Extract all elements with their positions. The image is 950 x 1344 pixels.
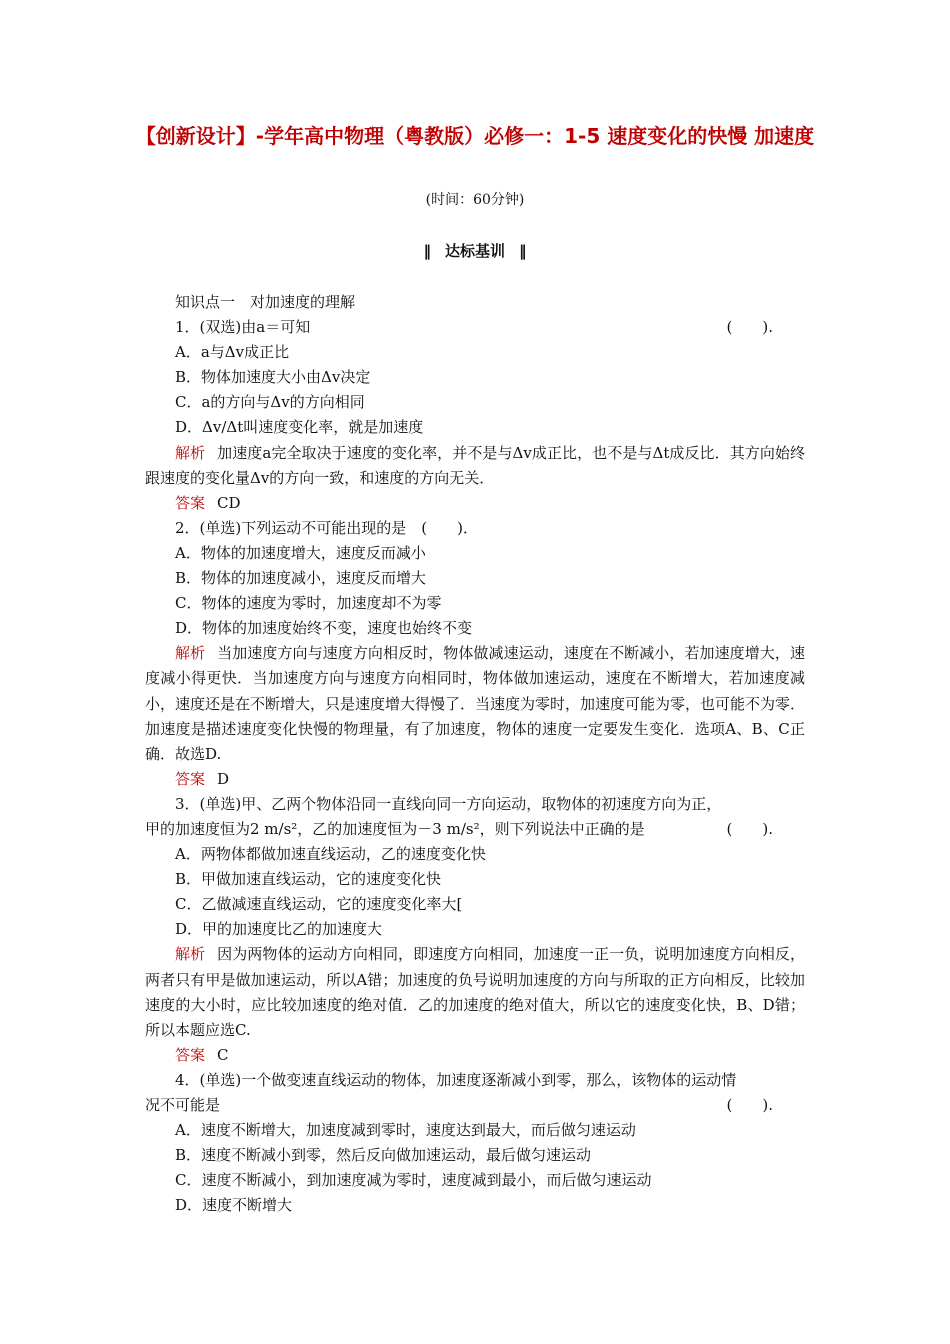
answer-value: CD [217,493,241,512]
question-4-option-c: C．速度不断减小，到加速度减为零时，速度减到最小，而后做匀速运动 [175,1171,652,1190]
question-4-text: 况不可能是 [145,1096,221,1114]
time-limit: (时间：60分钟) [425,192,525,208]
answer-value: C [217,1045,229,1064]
question-4-stem-line-2 [145,1093,805,1118]
analysis-label: 解析 [175,644,206,663]
section-heading [0,240,950,261]
question-4-option-a: A．速度不断增大，加速度减到零时，速度达到最大，而后做匀速运动 [175,1121,636,1140]
question-3-option-b: B．甲做加速直线运动，它的速度变化快 [175,870,442,889]
section-title: 达标基训 [444,242,505,260]
section-bar-left: ‖ [423,242,431,260]
question-1-option-c: C．a的方向与Δv的方向相同 [175,393,365,412]
question-3-answer [145,1043,805,1068]
question-3-option-a: A．两物体都做加速直线运动，乙的速度变化快 [175,845,486,864]
analysis-text: 加速度a完全取决于速度的变化率，并不是与Δv成正比，也不是与Δt成反比．其方向始终跟速度的变化量Δv的方向一致，和速度的方向无关． [145,443,805,487]
question-3-stem-line-1: 3．(单选)甲、乙两个物体沿同一直线向同一方向运动，取物体的初速度方向为正， [175,794,722,813]
answer-label: 答案 [175,769,206,788]
question-3-text: 甲的加速度恒为2 m/s²，乙的加速度恒为－3 m/s²，则下列说法中正确的是 [145,819,645,838]
question-2-answer [145,767,805,792]
page-title: 【创新设计】-学年高中物理（粤教版）必修一：1-5 速度变化的快慢 加速度 [135,124,815,148]
question-1-stem [145,315,805,340]
analysis-label: 解析 [175,443,206,462]
answer-blank: ( ). [726,318,773,337]
question-2-option-a: A．物体的加速度增大，速度反而减小 [175,543,426,562]
question-3-option-c: C．乙做减速直线运动，它的速度变化率大[ [175,895,463,914]
question-1-text: 1．(双选)由a＝可知 [175,318,311,337]
question-1-option-a: A．a与Δv成正比 [175,343,290,362]
question-2-analysis [145,641,805,766]
answer-value: D [217,769,230,788]
analysis-text: 当加速度方向与速度方向相反时，物体做减速运动，速度在不断减小，若加速度增大，速度减小得更快．当加速度方向与速度方向相同时，物体做加速运动，速度在不断增大，若加速度减小，速度还是在不断增大，只是速度增大得慢了．当速度为零时，加速度可能为零，也可能不为零．加速度是描述速度变化快慢的物理量，有了加速度，物体的速度一定要发生变化．选项A、B、C正确．故选D. [145,644,806,763]
document-body [145,290,805,1218]
section-bar-right: ‖ [519,242,527,260]
knowledge-point: 知识点一 对加速度的理解 [175,293,356,311]
question-2-option-d: D．物体的加速度始终不变，速度也始终不变 [175,619,473,638]
question-3-option-d: D．甲的加速度比乙的加速度大 [175,920,383,939]
question-3-analysis [145,942,805,1042]
question-1-option-d: D．Δv/Δt叫速度变化率，就是加速度 [175,418,424,437]
question-2-stem: 2．(单选)下列运动不可能出现的是 ( )． [175,518,478,537]
question-3-stem-line-2 [145,817,805,842]
question-1-option-b: B．物体加速度大小由Δv决定 [175,368,371,387]
question-1-analysis [145,441,805,491]
question-4-option-d: D．速度不断增大 [175,1196,293,1215]
answer-blank: ( ). [726,1096,773,1114]
question-4-stem-line-1: 4．(单选)一个做变速直线运动的物体，加速度逐渐减小到零，那么，该物体的运动情 [175,1070,737,1089]
question-4-option-b: B．速度不断减小到零，然后反向做加速运动，最后做匀速运动 [175,1146,592,1165]
question-2-option-b: B．物体的加速度减小，速度反而增大 [175,569,427,588]
analysis-label: 解析 [175,945,206,964]
answer-label: 答案 [175,1045,206,1064]
question-2-option-c: C．物体的速度为零时，加速度却不为零 [175,594,442,613]
question-1-answer [145,491,805,516]
analysis-text: 因为两物体的运动方向相同，即速度方向相同，加速度一正一负，说明加速度方向相反，两者只有甲是做加速运动，所以A错；加速度的负号说明加速度的方向与所取的正方向相反，比较加速度的大小时，应比较加速度的绝对值．乙的加速度的绝对值大，所以它的速度变化快，B、D错；所以本题应选C. [145,945,805,1039]
answer-label: 答案 [175,493,206,512]
answer-blank: ( ). [726,819,773,838]
